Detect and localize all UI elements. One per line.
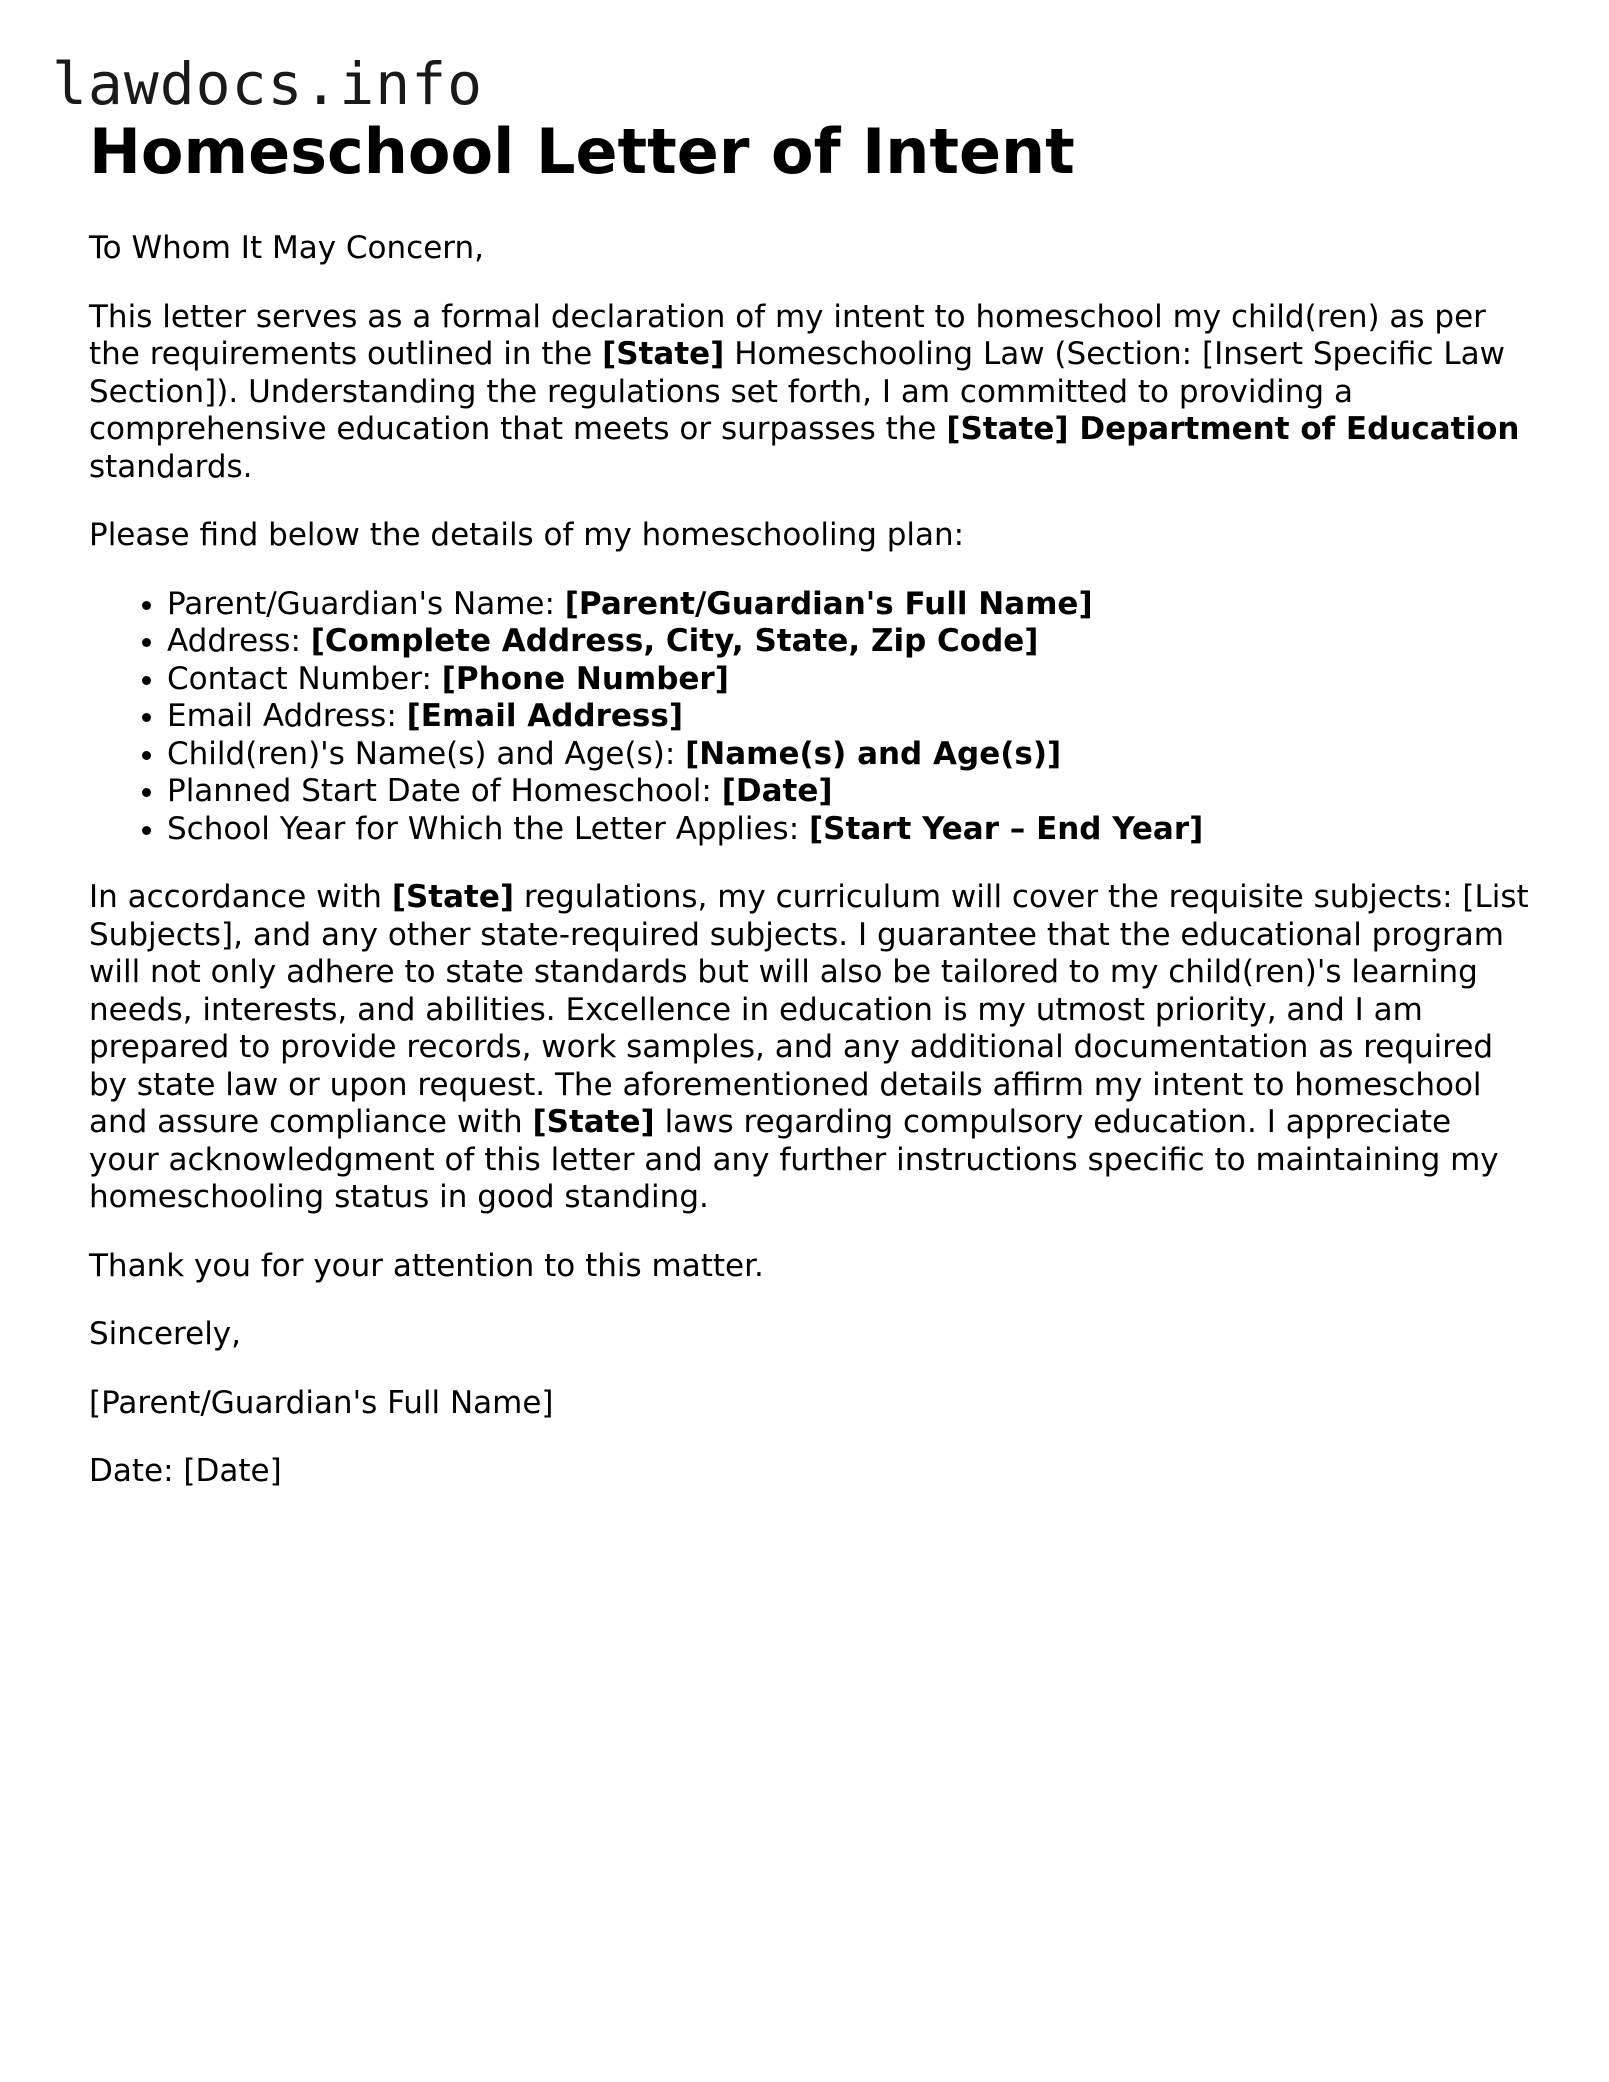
detail-label: Address: [167,623,311,659]
list-item [167,811,1529,849]
intro-text-1: This letter serves as a formal declaration of my intent to homeschool my child(ren) as per the requirements outlined in the [89,298,1486,372]
detail-label: Planned Start Date of Homeschool: [167,773,722,809]
list-item [167,623,1529,661]
details-list [89,586,1529,849]
list-item [167,773,1529,811]
detail-value: [Name(s) and Age(s)] [685,735,1062,772]
intro-department-placeholder: [State] Department of Education [946,411,1520,447]
closing-line: Sincerely, [89,1316,242,1352]
letter-content [89,112,1529,1491]
thanks-line: Thank you for your attention to this matter. [89,1247,764,1284]
detail-label: School Year for Which the Letter Applies: [167,810,810,847]
detail-value: [Start Year – End Year] [809,810,1204,847]
salutation: To Whom It May Concern, [89,230,484,266]
date-line: Date: [Date] [89,1453,282,1489]
body-state-placeholder-2: [State] [532,1104,655,1140]
intro-text-2: Homeschooling Law (Section: [Insert Specific Law Section]). Understanding the regulations set forth, I am committed to providing a comprehensive education that meets or surpasses the [89,336,1505,447]
detail-value: [Phone Number] [441,660,729,697]
detail-label: Parent/Guardian's Name: [167,585,565,622]
page-title: Homeschool Letter of Intent [89,115,1075,188]
list-item [167,661,1529,699]
body-text-1: In accordance with [89,879,392,915]
intro-paragraph [89,299,1529,487]
detail-label: Email Address: [167,698,407,734]
list-item [167,736,1529,774]
body-state-placeholder: [State] [391,879,515,915]
body-text-2: regulations, my curriculum will cover the requisite subjects: [List Subjects], and any other state-required subjects. I guarantee that the educational program will not only adhere to state standards but will also be tailored to my child(ren)'s learning needs, interests, and abilities. Excellence in education is my utmost priority, and I am prepared to provide records, work samples, and any additional documentation as required by state law or upon request. The aforementioned details affirm my intent to homeschool and assure compliance with [89,879,1529,1140]
intro-state-placeholder: [State] [602,336,725,372]
body-paragraph [89,879,1529,1217]
list-item [167,698,1529,736]
details-intro: Please find below the details of my homeschooling plan: [89,517,965,553]
signature-name: [Parent/Guardian's Full Name] [89,1384,554,1421]
list-item [167,586,1529,624]
detail-value: [Complete Address, City, State, Zip Code] [310,623,1039,659]
detail-label: Contact Number: [167,660,442,697]
detail-value: [Date] [721,773,833,809]
detail-label: Child(ren)'s Name(s) and Age(s): [167,735,686,772]
detail-value: [Parent/Guardian's Full Name] [564,585,1093,622]
site-watermark: lawdocs.info [52,50,484,118]
body-text-3: laws regarding compulsory education. I appreciate your acknowledgment of this letter and any further instructions specific to maintaining my homeschooling status in good standing. [89,1104,1499,1215]
intro-text-3: standards. [89,448,253,485]
detail-value: [Email Address] [406,698,683,734]
